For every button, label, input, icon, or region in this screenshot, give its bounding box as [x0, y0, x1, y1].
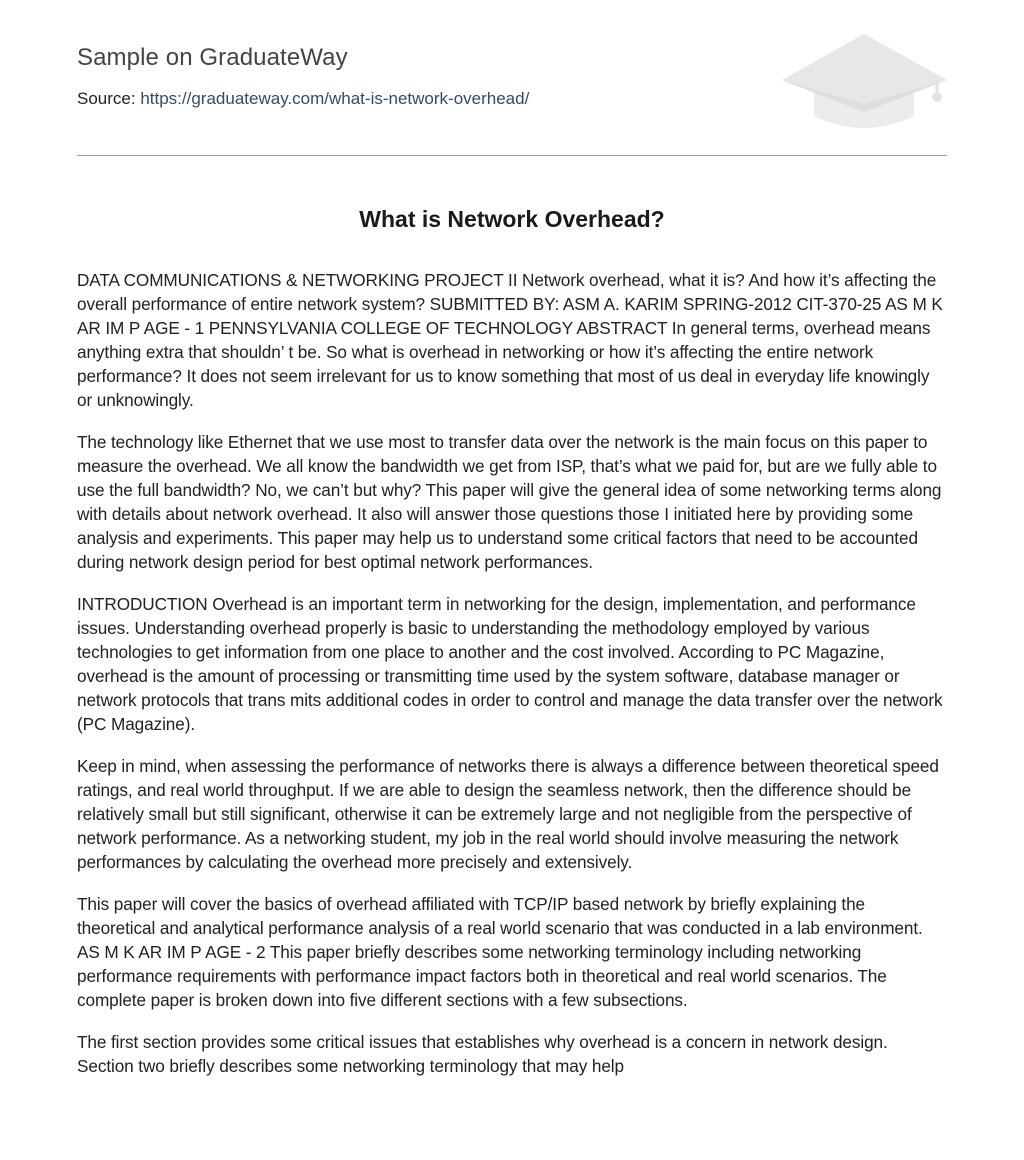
body-paragraph: Keep in mind, when assessing the performance of networks there is always a difference between theoretical speed ratings, and real world throughput. If we are able to design the seamless network, then the difference should be relatively small but still significant, otherwise it can be extremely large and not negligible from the perspective of network performance. As a networking student, my job in the real world should involve measuring the network performances by calculating the overhead more precisely and extensively.	[77, 756, 939, 872]
body-paragraph: DATA COMMUNICATIONS & NETWORKING PROJECT II Network overhead, what it is? And how it’s affecting the overall performance of entire network system? SUBMITTED BY: ASM A. KARIM SPRING-2012 CIT-370-25 AS M K AR IM P AGE - 1 PENNSYLVANIA COLLEGE OF TECHNOLOGY ABSTRACT In general terms, overhead means anything extra that shouldn’ t be. So what is overhead in networking or how it’s affecting the entire network performance? It does not seem irrelevant for us to know something that most of us deal in everyday life knowingly or unknowingly.	[77, 270, 943, 410]
site-title: Sample on GraduateWay	[77, 44, 348, 71]
graduation-cap-icon	[782, 30, 947, 134]
source-label: Source:	[77, 89, 136, 108]
header-divider	[77, 155, 947, 156]
body-paragraph: INTRODUCTION Overhead is an important term in networking for the design, implementation, and performance issues. Understanding overhead properly is basic to understanding the methodology employed by various technologies to get information from one place to another and the cost involved. According to PC Magazine, overhead is the amount of processing or transmitting time used by the system software, database manager or network protocols that trans mits additional codes in order to control and manage the data transfer over the network (PC Magazine).	[77, 594, 943, 734]
source-link[interactable]: https://graduateway.com/what-is-network-overhead/	[140, 89, 530, 108]
body-paragraph: This paper will cover the basics of overhead affiliated with TCP/IP based network by briefly explaining the theoretical and analytical performance analysis of a real world scenario that was conducted in a lab environment. AS M K AR IM P AGE - 2 This paper briefly describes some networking terminology including networking performance requirements with performance impact factors both in theoretical and real world scenarios. The complete paper is broken down into five different sections with a few subsections.	[77, 894, 923, 1010]
source-line	[77, 89, 529, 109]
document-title: What is Network Overhead?	[359, 206, 665, 232]
body-paragraph: The first section provides some critical issues that establishes why overhead is a concern in network design. Section two briefly describes some networking terminology that may help	[77, 1032, 888, 1076]
page-header	[77, 0, 947, 156]
body-paragraph: The technology like Ethernet that we use most to transfer data over the network is the main focus on this paper to measure the overhead. We all know the bandwidth we get from ISP, that’s what we paid for, but are we fully able to use the full bandwidth? No, we can’t but why? This paper will give the general idea of some networking terms along with details about network overhead. It also will answer those questions those I initiated here by providing some analysis and experiments. This paper may help us to understand some critical factors that need to be accounted during network design period for best optimal network performances.	[77, 432, 942, 572]
document-body	[77, 268, 947, 1096]
